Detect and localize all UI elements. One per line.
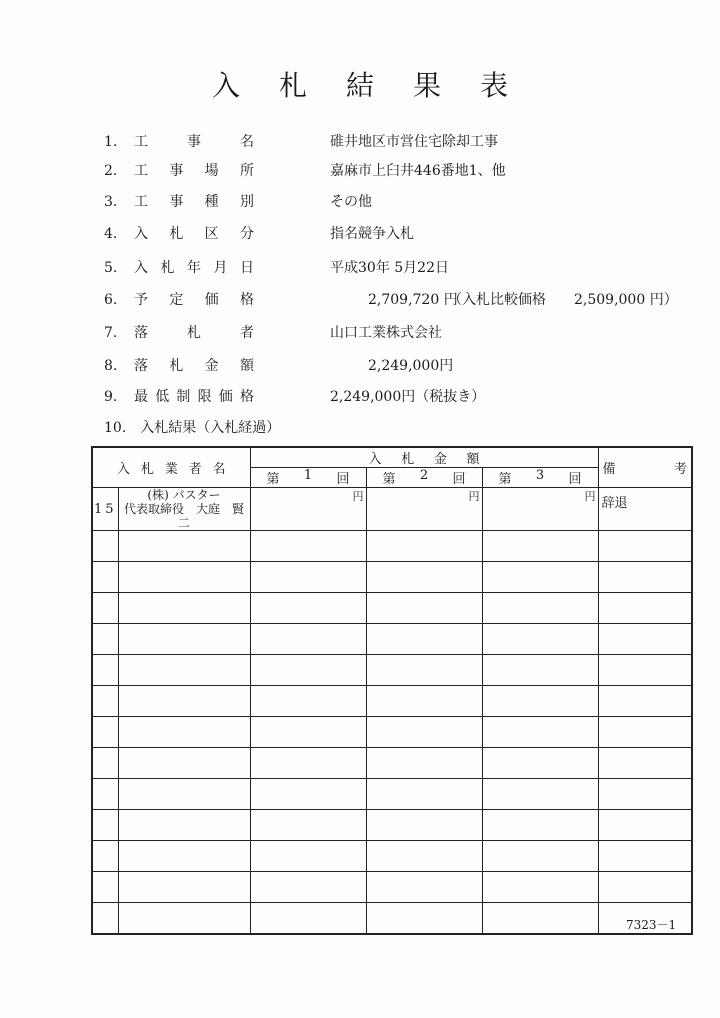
round-1-header: 第 1 回 bbox=[250, 468, 366, 488]
item-label: 予 定 価 格 bbox=[134, 292, 254, 308]
item-label: 入 札 年 月 日 bbox=[134, 260, 254, 276]
item-number: 9. bbox=[104, 389, 118, 405]
title-char: 表 bbox=[480, 69, 509, 102]
remark: 辞退 bbox=[598, 488, 692, 531]
remarks-header: 備 考 bbox=[598, 447, 692, 488]
bidder-company: (株) パスター bbox=[147, 488, 221, 502]
table-row bbox=[92, 686, 692, 717]
round-2-amount bbox=[366, 488, 482, 531]
item-label: 入 札 区 分 bbox=[134, 226, 254, 242]
item-label: 工 事 場 所 bbox=[134, 163, 254, 179]
bidder-representative: 代表取締役 大庭 賢二 bbox=[124, 502, 245, 530]
bidder-name bbox=[118, 488, 250, 531]
item-label: 落 札 金 額 bbox=[134, 358, 254, 374]
table-row bbox=[92, 488, 692, 531]
table-row bbox=[92, 531, 692, 562]
item-number: 5. bbox=[104, 260, 118, 276]
item-value: 平成30年 5月22日 bbox=[330, 260, 449, 276]
round-3-header: 第 3 回 bbox=[482, 468, 598, 488]
bidder-name-header: 入 札 業 者 名 bbox=[92, 447, 250, 488]
item-number: 8. bbox=[104, 358, 118, 374]
item-value: 山口工業株式会社 bbox=[330, 325, 442, 341]
table-row bbox=[92, 872, 692, 903]
round-3-amount bbox=[482, 488, 598, 531]
item-value: 嘉麻市上臼井446番地1、他 bbox=[330, 163, 506, 179]
item-number: 1. bbox=[104, 134, 118, 150]
item-label: 工 事 名 bbox=[134, 134, 254, 150]
table-row bbox=[92, 779, 692, 810]
page-title bbox=[0, 64, 720, 104]
table-row bbox=[92, 655, 692, 686]
yen-unit: 円 bbox=[352, 490, 364, 503]
item-label: 工 事 種 別 bbox=[134, 194, 254, 210]
yen-unit: 円 bbox=[468, 490, 480, 503]
comparison-price: （入札比較価格 2,509,000 円） bbox=[448, 292, 678, 308]
item-number: 2. bbox=[104, 163, 118, 179]
table-row bbox=[92, 748, 692, 779]
table-row bbox=[92, 562, 692, 593]
item-label: 落 札 者 bbox=[134, 325, 254, 341]
table-row bbox=[92, 593, 692, 624]
bidder-number: 15 bbox=[92, 488, 118, 531]
section-10-heading: 10. 入札結果（入札経過） bbox=[104, 420, 281, 436]
document-code: 7323－1 bbox=[626, 918, 677, 932]
item-number: 7. bbox=[104, 325, 118, 341]
title-char: 果 bbox=[413, 69, 442, 102]
title-char: 札 bbox=[279, 69, 308, 102]
table-row bbox=[92, 624, 692, 655]
table-row bbox=[92, 903, 692, 935]
item-number: 4. bbox=[104, 226, 118, 242]
item-value: 2,709,720 円 bbox=[368, 292, 458, 308]
title-char: 結 bbox=[346, 69, 375, 102]
round-2-header: 第 2 回 bbox=[366, 468, 482, 488]
item-value: 指名競争入札 bbox=[330, 226, 414, 242]
item-value: 2,249,000円（税抜き） bbox=[330, 389, 486, 405]
bid-results-table bbox=[91, 446, 693, 935]
item-value: 2,249,000円 bbox=[368, 358, 454, 374]
item-number: 3. bbox=[104, 194, 118, 210]
yen-unit: 円 bbox=[584, 490, 596, 503]
title-char: 入 bbox=[212, 69, 241, 102]
item-value: その他 bbox=[330, 194, 372, 210]
table-row bbox=[92, 810, 692, 841]
table-row bbox=[92, 717, 692, 748]
item-number: 6. bbox=[104, 292, 118, 308]
item-value: 碓井地区市営住宅除却工事 bbox=[330, 134, 498, 150]
table-row bbox=[92, 841, 692, 872]
round-1-amount bbox=[250, 488, 366, 531]
bid-amount-header: 入 札 金 額 bbox=[250, 447, 598, 468]
item-label: 最 低 制 限 価 格 bbox=[134, 389, 254, 405]
